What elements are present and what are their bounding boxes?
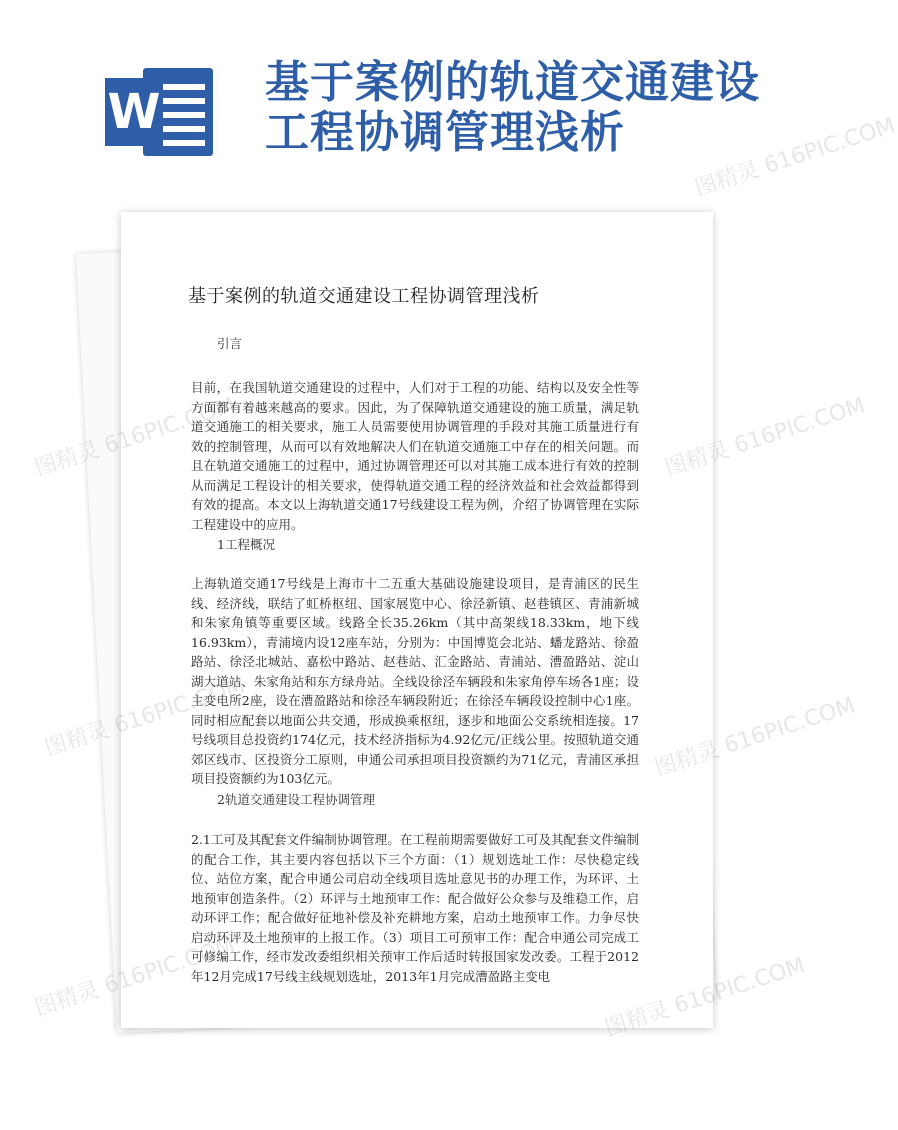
watermark: 图精灵 bbox=[31, 977, 103, 1022]
section-body-overview: 上海轨道交通17号线是上海市十二五重大基础设施建设项目，是青浦区的民生线、经济线，联结了虹桥枢纽、国家展览中心、徐泾新镇、赵巷镇区、青浦新城和朱家角镇等重要区域。线路全长35.26km（其中高架线18.33km，地下线16.93km），青浦境内设12座车站，分别为：中国博览会北站、蟠龙路站、徐盈路站、徐泾北城站、嘉松中路站、赵巷站、汇金路站、青浦站、漕盈路站、淀山湖大道站、朱家角站和东方绿舟站。全线设徐泾车辆段和朱家角停车场各1座；设主变电所2座，设在漕盈路站和徐泾车辆段附近；在徐泾车辆段设控制中心1座。同时相应配套以地面公共交通，形成换乘枢纽，逐步和地面公交系统相连接。17号线项目总投资约174亿元，技术经济指标为4.92亿元/正线公里。按照轨道交通郊区线市、区投资分工原则，申通公司承担项目投资额约为71亿元，青浦区承担项目投资额约为103亿元。 bbox=[191, 576, 639, 786]
word-icon-letter: W bbox=[107, 84, 161, 140]
watermark: 图精灵 bbox=[31, 437, 103, 482]
section-body-intro: 目前，在我国轨道交通建设的过程中，人们对于工程的功能、结构以及安全性等方面都有着越来越高的要求。因此，为了保障轨道交通建设的施工质量，满足轨道交通施工的相关要求，施工人员需要使用协调管理的手段对其施工质量进行有效的控制管理，从而可以有效地解决人们在轨道交通施工中存在的相关问题。而且在轨道交通施工的过程中，通过协调管理还可以对其施工成本进行有效的控制从而满足工程设计的相关要求，使得轨道交通工程的经济效益和社会效益都得到有效的提高。本文以上海轨道交通17号线建设工程为例，介绍了协调管理在实际工程建设中的应用。 bbox=[191, 380, 639, 532]
section-heading-overview: 1工程概况 bbox=[217, 537, 275, 552]
section-heading-management: 2轨道交通建设工程协调管理 bbox=[217, 792, 375, 807]
banner-header bbox=[0, 0, 800, 200]
watermark: 图精灵 bbox=[41, 717, 113, 762]
section-body-management: 2.1工可及其配套文件编制协调管理。在工程前期需要做好工可及其配套文件编制的配合工作，其主要内容包括以下三个方面：（1）规划选址工作：尽快稳定线位、站位方案，配合申通公司启动全线项目选址意见书的办理工作，为环评、土地预审创造条件。（2）环评与土地预审工作：配合做好公众参与及维稳工作，启动环评工作；配合做好征地补偿及补充耕地方案，启动土地预审工作。力争尽快启动环评及土地预审的上报工作。（3）项目工可预审工作：配合申通公司完成工可修编工作，经市发改委组织相关预审工作后适时转报国家发改委。工程于2012年12月完成17号线主线规划选址，2013年1月完成漕盈路主变电 bbox=[191, 832, 639, 984]
document-page bbox=[121, 212, 713, 1028]
section-heading-intro: 引言 bbox=[217, 336, 243, 351]
watermark: 图精灵 616PIC.COM bbox=[651, 693, 859, 782]
banner-title: 基于案例的轨道交通建设工程协调管理浅析 bbox=[265, 57, 760, 158]
word-document-icon bbox=[105, 62, 215, 162]
watermark: 616PIC.COM bbox=[671, 953, 809, 1019]
watermark: 图精灵 616PIC.COM bbox=[661, 393, 869, 482]
document-title: 基于案例的轨道交通建设工程协调管理浅析 bbox=[188, 286, 540, 307]
watermark: 图精灵 616PIC.COM bbox=[691, 113, 898, 202]
